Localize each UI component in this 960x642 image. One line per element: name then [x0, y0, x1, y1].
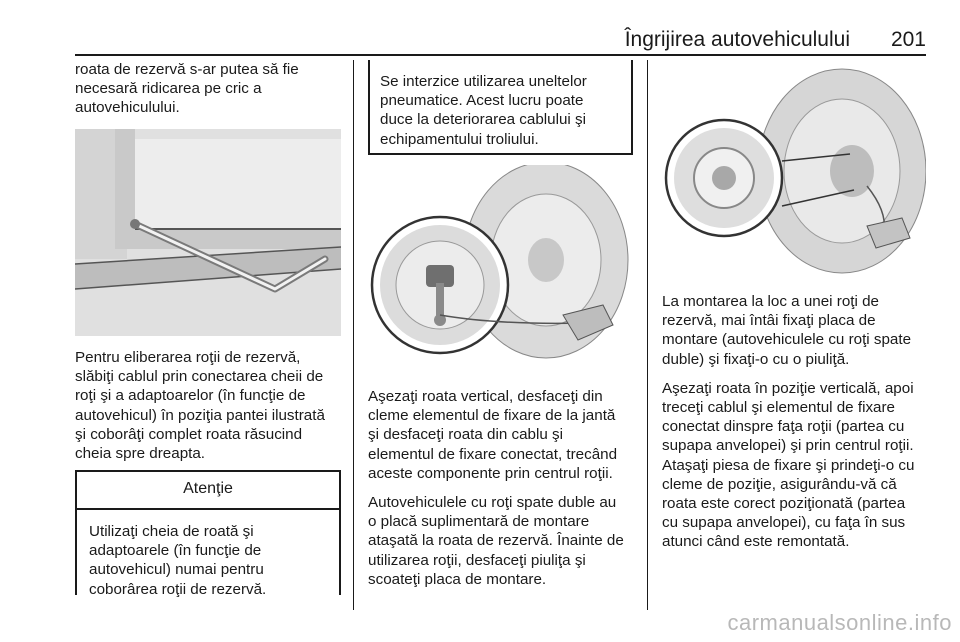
column-1-body: [75, 348, 341, 463]
figure-wrench-under-vehicle: [75, 129, 341, 336]
figure-wheel-fastener: [368, 165, 633, 372]
dual-wheel-paragraph: Autovehiculele cu roţi spate duble au o placă suplimentară de montare ataşată la roata de rezervă. Înainte de utilizarea roţii, desfaceţi piuliţa şi scoateţi placa de montare.: [368, 494, 624, 588]
caution-title: Atenţie: [77, 472, 339, 510]
column-divider: [353, 60, 354, 610]
caution-text: Utilizaţi cheia de roată şi adaptoarele (în funcţie de autovehicul) numai pentru coborârea roţii de rezervă.: [89, 523, 267, 598]
page-number: 201: [890, 28, 926, 51]
column-1: [75, 60, 341, 118]
figure-mounting-plate: [662, 66, 926, 276]
notice-box: [368, 60, 633, 155]
intro-paragraph: roata de rezervă s-ar putea să fie necesară ridicarea pe cric a autovehiculului.: [75, 61, 299, 117]
section-title: Îngrijirea autovehiculului: [624, 28, 850, 51]
column-3-body: [662, 292, 926, 552]
watermark: carmanualsonline.info: [727, 610, 952, 635]
removal-paragraph: Aşezaţi roata vertical, desfaceţi din cleme elementul de fixare de la jantă şi desfaceţi roata din cablu şi elementul de fixare conectat, trecând aceste componente prin centrul roţii.: [368, 388, 618, 482]
position-paragraph: Aşezaţi roata în poziţie verticală, apoi treceţi cablul şi elementul de fixare conectat dinspre faţa roţii (partea cu supapa anvelopei) şi prin centrul roţii. Ataşaţi piesa de fixare şi prindeţi-o cu cleme de poziţie, asigurându-vă că roata este corect poziţionată (partea cu supapa anvelopei), cu faţa în sus atunci când este remontată.: [662, 379, 915, 551]
page-header: [75, 28, 926, 56]
column-2-body: [368, 387, 633, 589]
refit-paragraph: La montarea la loc a unei roţi de rezervă, mai întâi fixaţi placa de montare (autovehiculele cu roţi spate duble) şi fixaţi-o cu o piuliţă.: [662, 293, 912, 368]
caution-box: [75, 470, 341, 598]
notice-text: Se interzice utilizarea uneltelor pneumatice. Acest lucru poate duce la deteriorarea cablului şi echipamentului troliului.: [380, 73, 587, 148]
release-instructions: Pentru eliberarea roţii de rezervă, slăbiţi cablul prin conectarea cheii de roţi şi a adaptoarelor (în funcţie de autovehicul) în poziţia pantei ilustrată şi coborâţi complet roata răsucind cheia spre dreapta.: [75, 349, 325, 463]
column-divider: [647, 60, 648, 610]
